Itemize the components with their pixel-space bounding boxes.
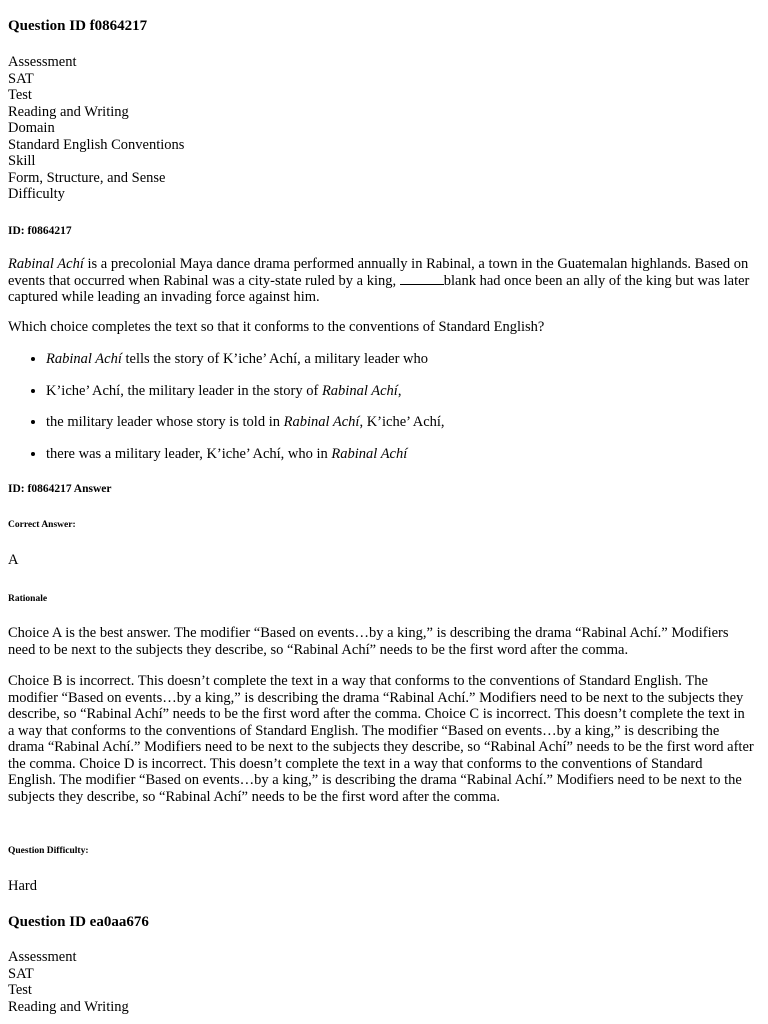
meta-line: SAT	[8, 965, 34, 982]
choice-c: • the military leader whose story is told in Rabinal Achí, K’iche’ Achí,	[46, 414, 754, 431]
correct-answer-value: A	[8, 552, 19, 568]
meta-line: Difficulty	[8, 186, 65, 202]
answer-choices	[8, 351, 754, 462]
choice-a: • Rabinal Achí tells the story of K’iche’ Achí, a military leader who	[46, 351, 754, 368]
meta-line: Reading and Writing	[8, 103, 129, 120]
question-prompt: Which choice completes the text so that it conforms to the conventions of Standard English?	[8, 319, 545, 335]
meta-line: Reading and Writing	[8, 998, 129, 1015]
blank-line	[400, 273, 444, 285]
choice-d: • there was a military leader, K’iche’ Achí, who in Rabinal Achí	[46, 446, 754, 463]
passage-text-2: had once been an ally of the king but was later captured while leading an invading force against him.	[8, 272, 750, 305]
passage-blank-word: blank	[443, 272, 476, 289]
meta-line: Assessment	[8, 54, 77, 70]
rationale-paragraph-1: Choice A is the best answer. The modifier “Based on events…by a king,” is describing the drama “Rabinal Achí.” Modifiers need to be next to the subjects they describe, so “Rabinal Achí” needs to be the first word after the comma.	[8, 625, 729, 658]
question-meta	[8, 54, 754, 203]
passage-text-1: is a precolonial Maya dance drama performed annually in Rabinal, a town in the Guatemalan highlands. Based on events that occurred when Rabinal was a city-state ruled by a king,	[8, 256, 749, 289]
difficulty-label: Question Difficulty:	[8, 846, 89, 856]
meta-line: Domain	[8, 120, 55, 136]
answer-heading: ID: f0864217 Answer	[8, 483, 112, 495]
meta-line: Standard English Conventions	[8, 136, 185, 153]
meta-line: Test	[8, 87, 32, 103]
meta-line: Form, Structure, and Sense	[8, 169, 166, 186]
question-title: Question ID f0864217	[8, 18, 148, 34]
id-heading: ID: f0864217	[8, 225, 72, 237]
rationale-paragraph-2: Choice B is incorrect. This doesn’t complete the text in a way that conforms to the conventions of Standard English. The modifier “Based on events…by a king,” is describing the drama “Rabinal Achí.” Modifiers need to be next to the subjects they describe, so “Rabinal Achí” needs to be the first word after the comma. Choice C is incorrect. This doesn’t complete the text in a way that conforms to the conventions of Standard English. The modifier “Based on events…by a king,” is describing the drama “Rabinal Achí.” Modifiers need to be next to the subjects they describe, so “Rabinal Achí” needs to be the first word after the comma. Choice D is incorrect. This doesn’t complete the text in a way that conforms to the conventions of Standard English. The modifier “Based on events…by a king,” is describing the drama “Rabinal Achí.” Modifiers need to be next to the subjects they describe, so “Rabinal Achí” needs to be the first word after the comma.	[8, 673, 754, 805]
question-meta	[8, 949, 754, 1015]
choice-b: • K’iche’ Achí, the military leader in the story of Rabinal Achí,	[46, 383, 754, 400]
correct-answer-label: Correct Answer:	[8, 520, 76, 530]
passage	[8, 256, 754, 306]
meta-line: Test	[8, 982, 32, 998]
meta-line: Assessment	[8, 949, 77, 965]
meta-line: SAT	[8, 70, 34, 87]
rationale-label: Rationale	[8, 594, 48, 604]
passage-title: Rabinal Achí	[8, 256, 84, 272]
meta-line: Skill	[8, 153, 36, 169]
difficulty-value: Hard	[8, 878, 37, 894]
question-title: Question ID ea0aa676	[8, 914, 149, 930]
